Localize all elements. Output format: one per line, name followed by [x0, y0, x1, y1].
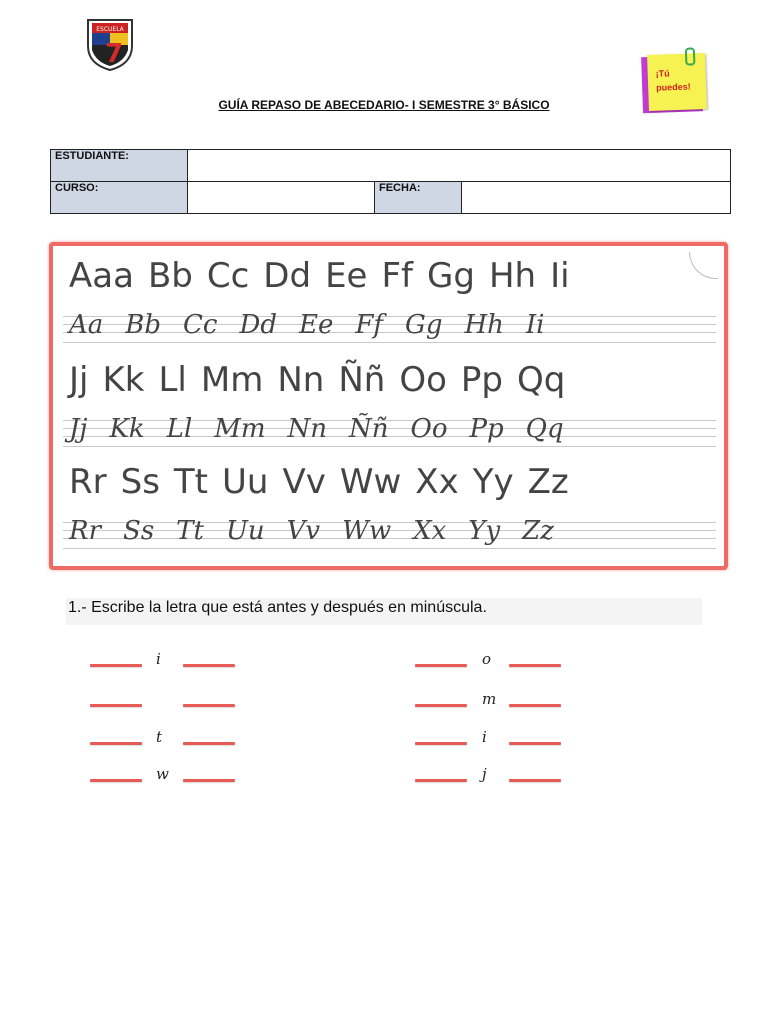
page-title: GUÍA REPASO DE ABECEDARIO- I SEMESTRE 3° BÁSICO	[218, 98, 550, 112]
date-label: FECHA:	[375, 182, 462, 214]
cursive-letter-pair: Nn	[287, 414, 328, 444]
cursive-letter-pair: Ww	[342, 516, 392, 546]
answer-blank-before[interactable]	[90, 779, 142, 782]
cursive-letter-pair: Cc	[183, 310, 218, 340]
print-letter-pair: Pp	[460, 360, 503, 400]
given-letter: m	[482, 690, 497, 708]
cursive-letter-pair: Uu	[225, 516, 265, 546]
cursive-letter-pair: Ññ	[349, 414, 389, 444]
cursive-letters-row-1	[69, 310, 716, 340]
answer-blank-after[interactable]	[183, 704, 235, 707]
course-field[interactable]	[188, 182, 375, 214]
print-letter-pair: Hh	[488, 256, 537, 296]
alphabet-chart	[49, 242, 728, 570]
print-letter-pair: Uu	[222, 462, 269, 502]
cursive-letter-pair: Oo	[410, 414, 448, 444]
print-letter-pair: Dd	[263, 256, 312, 296]
answer-blank-before[interactable]	[415, 742, 467, 745]
answer-blank-before[interactable]	[90, 704, 142, 707]
print-letter-pair: Ss	[120, 462, 160, 502]
cursive-letter-pair: Bb	[125, 310, 162, 340]
svg-text:7: 7	[104, 39, 124, 69]
given-letter: i	[156, 650, 161, 668]
given-letter: o	[482, 650, 492, 668]
answer-blank-after[interactable]	[509, 664, 561, 667]
print-letter-pair: Nn	[277, 360, 325, 400]
cursive-letter-pair: Ll	[166, 414, 193, 444]
given-letter: j	[482, 765, 487, 783]
cursive-letter-pair: Aa	[69, 310, 104, 340]
cursive-letter-pair: Gg	[405, 310, 443, 340]
answer-blank-after[interactable]	[509, 742, 561, 745]
answer-blank-before[interactable]	[415, 664, 467, 667]
answer-blank-after[interactable]	[183, 664, 235, 667]
student-field[interactable]	[188, 150, 731, 182]
alphabet-row-3	[63, 460, 716, 560]
cursive-letters-row-2	[69, 414, 716, 444]
cursive-letter-pair: Tt	[176, 516, 204, 546]
print-letter-pair: Ii	[550, 256, 570, 296]
alphabet-row-1	[63, 254, 716, 354]
print-letter-pair: Bb	[147, 256, 193, 296]
cursive-letter-pair: Ff	[355, 310, 384, 340]
date-field[interactable]	[462, 182, 731, 214]
sticky-note-line-2: puedes!	[656, 81, 691, 93]
cursive-letter-pair: Yy	[468, 516, 501, 546]
cursive-letter-pair: Ss	[123, 516, 155, 546]
answer-blank-after[interactable]	[509, 704, 561, 707]
print-letter-pair: Jj	[69, 360, 89, 400]
print-letter-pair: Ññ	[338, 360, 386, 400]
exercise-instruction: 1.- Escribe la letra que está antes y después en minúscula.	[66, 598, 702, 625]
print-letter-pair: Mm	[200, 360, 264, 400]
cursive-letter-pair: Vv	[286, 516, 321, 546]
print-letter-pair: Vv	[282, 462, 326, 502]
answer-blank-before[interactable]	[90, 664, 142, 667]
print-letter-pair: Yy	[472, 462, 514, 502]
print-letter-pair: Cc	[206, 256, 250, 296]
answer-blank-before[interactable]	[415, 779, 467, 782]
alphabet-row-2	[63, 358, 716, 458]
course-label: CURSO:	[51, 182, 188, 214]
print-letter-pair: Rr	[69, 462, 107, 502]
print-letter-pair: Zz	[527, 462, 569, 502]
cursive-letter-pair: Rr	[69, 516, 102, 546]
print-letter-pair: Gg	[427, 256, 475, 296]
answer-blank-after[interactable]	[183, 779, 235, 782]
print-letter-pair: Ll	[158, 360, 187, 400]
cursive-letter-pair: Jj	[69, 414, 88, 444]
answer-blank-after[interactable]	[183, 742, 235, 745]
print-letter-pair: Ff	[381, 256, 413, 296]
print-letter-pair: Kk	[102, 360, 145, 400]
cursive-letter-pair: Dd	[239, 310, 277, 340]
cursive-letter-pair: Ii	[525, 310, 545, 340]
school-logo	[84, 16, 136, 72]
print-letter-pair: Ww	[339, 462, 402, 502]
given-letter: i	[482, 728, 487, 746]
cursive-letters-row-3	[69, 516, 716, 546]
answer-blank-before[interactable]	[90, 742, 142, 745]
paperclip-icon	[685, 47, 696, 65]
student-label: ESTUDIANTE:	[51, 150, 188, 182]
print-letters-row-2	[69, 360, 716, 400]
cursive-letter-pair: Pp	[469, 414, 504, 444]
cursive-letter-pair: Ee	[299, 310, 334, 340]
given-letter: t	[156, 728, 163, 746]
cursive-letter-pair: Xx	[413, 516, 447, 546]
cursive-letter-pair: Qq	[525, 414, 564, 444]
cursive-letter-pair: Kk	[109, 414, 145, 444]
print-letter-pair: Tt	[173, 462, 209, 502]
print-letters-row-3	[69, 462, 716, 502]
svg-text:ESCUELA: ESCUELA	[96, 26, 124, 33]
print-letter-pair: Xx	[415, 462, 459, 502]
answer-blank-before[interactable]	[415, 704, 467, 707]
print-letter-pair: Ee	[325, 256, 368, 296]
given-letter: w	[156, 765, 169, 783]
print-letter-pair: Qq	[516, 360, 566, 400]
cursive-letter-pair: Mm	[214, 414, 266, 444]
print-letters-row-1	[69, 256, 716, 296]
sticky-note-line-1: ¡Tú	[655, 68, 670, 79]
cursive-letter-pair: Hh	[464, 310, 504, 340]
print-letter-pair: Aaa	[69, 256, 134, 296]
student-info-table	[50, 149, 731, 214]
answer-blank-after[interactable]	[509, 779, 561, 782]
print-letter-pair: Oo	[399, 360, 447, 400]
cursive-letter-pair: Zz	[522, 516, 554, 546]
